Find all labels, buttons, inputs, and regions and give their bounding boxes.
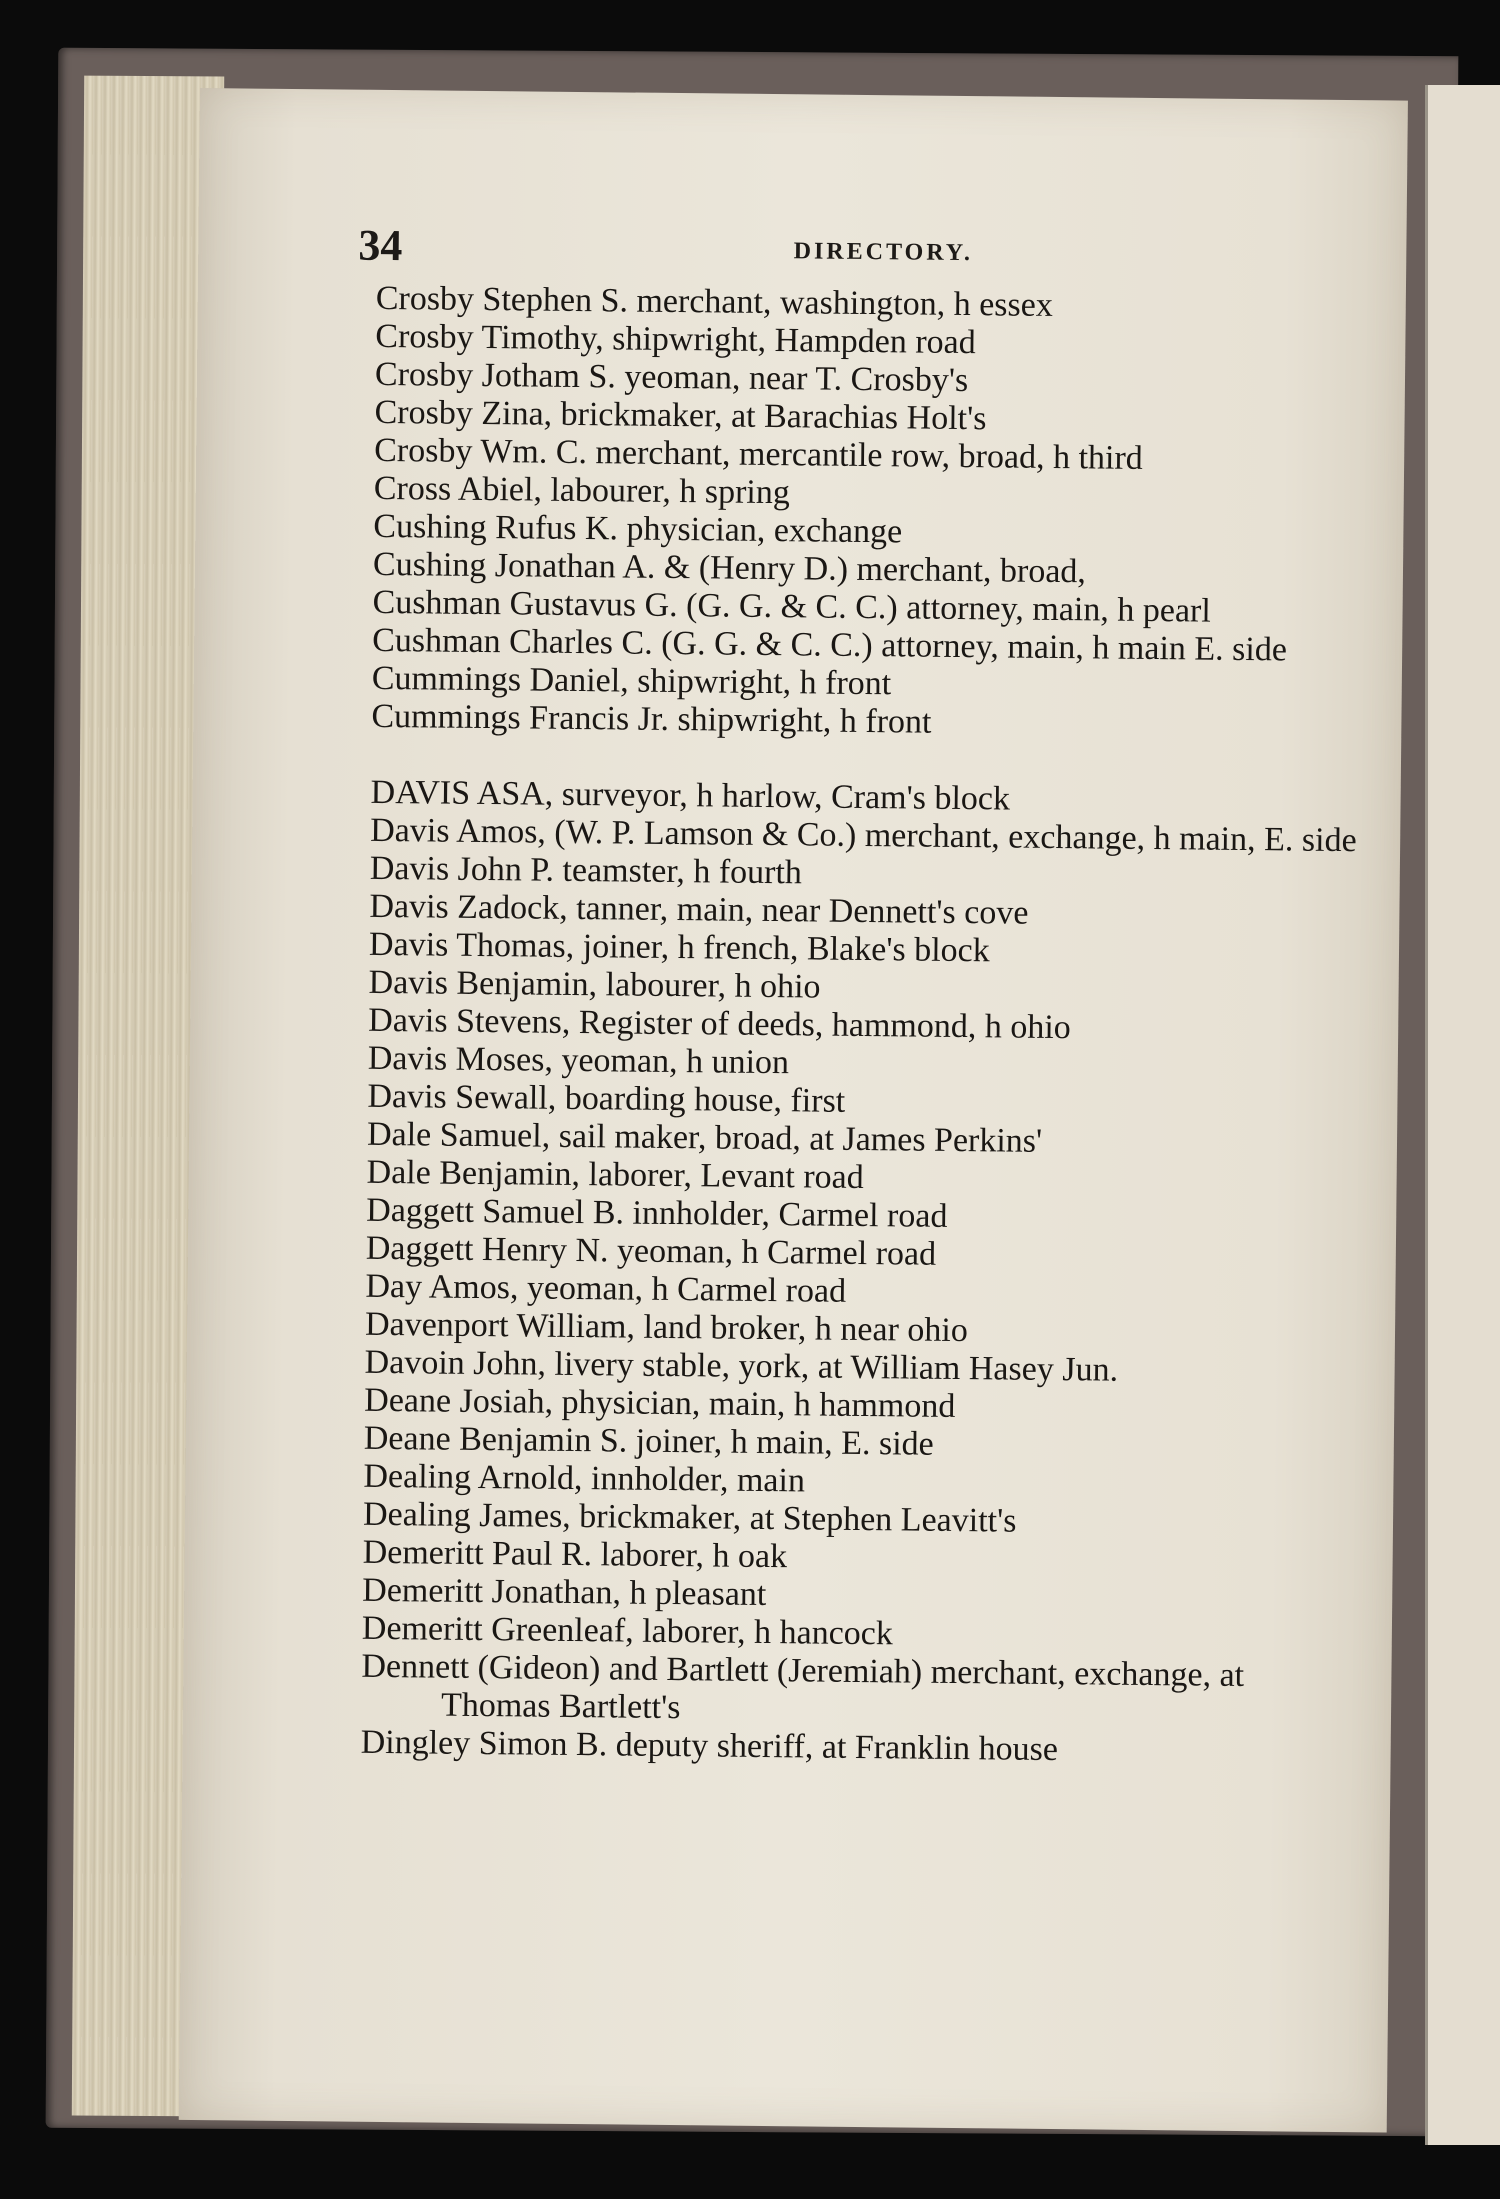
directory-entry: Davis Benjamin, labourer, h ohio — [368, 963, 821, 1006]
page-number: 34 — [358, 220, 403, 271]
directory-entry: Dealing James, brickmaker, at Stephen Leavitt's — [362, 1495, 1017, 1540]
directory-entry: Dealing Arnold, innholder, main — [363, 1457, 806, 1500]
directory-entry: Davenport William, land broker, h near ohio — [364, 1305, 969, 1350]
directory-entry: Davoin John, livery stable, york, at William Hasey Jun. — [364, 1343, 1119, 1389]
directory-entry: Daggett Samuel B. innholder, Carmel road — [366, 1191, 948, 1235]
directory-entry: Davis Amos, (W. P. Lamson & Co.) merchant, exchange, h main, E. side — [370, 811, 1357, 860]
directory-entry: Crosby Stephen S. merchant, washington, h essex — [375, 279, 1054, 324]
directory-entry: Crosby Wm. C. merchant, mercantile row, broad, h third — [374, 431, 1143, 477]
directory-entry: Day Amos, yeoman, h Carmel road — [365, 1267, 847, 1310]
directory-entry: Crosby Zina, brickmaker, at Barachias Holt's — [374, 393, 987, 438]
directory-entry: Demeritt Greenleaf, laborer, h hancock — [361, 1609, 894, 1653]
directory-entry: Cushman Gustavus G. (G. G. & C. C.) attorney, main, h pearl — [372, 583, 1212, 630]
directory-entry: Dale Samuel, sail maker, broad, at James Perkins' — [366, 1115, 1043, 1160]
directory-entry: Deane Benjamin S. joiner, h main, E. side — [363, 1419, 934, 1463]
directory-entry: DAVIS ASA, surveyor, h harlow, Cram's block — [370, 773, 1011, 818]
directory-entry: Davis John P. teamster, h fourth — [369, 849, 803, 892]
directory-entry: Demeritt Jonathan, h pleasant — [362, 1571, 767, 1614]
directory-entry: Crosby Jotham S. yeoman, near T. Crosby's — [374, 355, 969, 400]
directory-entry: Davis Thomas, joiner, h french, Blake's block — [368, 925, 990, 970]
directory-entry: Cushman Charles C. (G. G. & C. C.) attorney, main, h main E. side — [372, 621, 1288, 669]
directory-entry: Demeritt Paul R. laborer, h oak — [362, 1533, 788, 1576]
directory-entry: Davis Moses, yeoman, h union — [367, 1039, 790, 1082]
directory-entry: Deane Josiah, physician, main, h hammond — [364, 1381, 956, 1425]
directory-entry: Dennett (Gideon) and Bartlett (Jeremiah) merchant, exchange, at Thomas Bartlett's — [361, 1647, 1245, 1727]
directory-entry: Davis Sewall, boarding house, first — [367, 1077, 846, 1120]
directory-entry: Cushing Jonathan A. & (Henry D.) merchant, broad, — [372, 545, 1087, 591]
directory-entry: Daggett Henry N. yeoman, h Carmel road — [365, 1229, 937, 1273]
directory-entry: Cummings Daniel, shipwright, h front — [371, 659, 892, 703]
directory-entry: Davis Stevens, Register of deeds, hammond, h ohio — [368, 1001, 1071, 1047]
page-header — [358, 220, 1408, 281]
directory-entries — [360, 280, 1375, 1772]
directory-entry: Cushing Rufus K. physician, exchange — [373, 507, 903, 551]
next-page-edge — [1425, 85, 1500, 2145]
directory-entry: Dale Benjamin, laborer, Levant road — [366, 1153, 864, 1197]
directory-entry: Cummings Francis Jr. shipwright, h front — [371, 697, 932, 741]
directory-entry: Davis Zadock, tanner, main, near Dennett's cove — [369, 887, 1029, 932]
directory-entry: Dingley Simon B. deputy sheriff, at Franklin house — [360, 1723, 1059, 1769]
running-head: DIRECTORY. — [793, 238, 974, 267]
directory-entry: Crosby Timothy, shipwright, Hampden road — [375, 317, 976, 362]
directory-entry: Cross Abiel, labourer, h spring — [373, 469, 791, 512]
directory-page — [179, 88, 1408, 2133]
